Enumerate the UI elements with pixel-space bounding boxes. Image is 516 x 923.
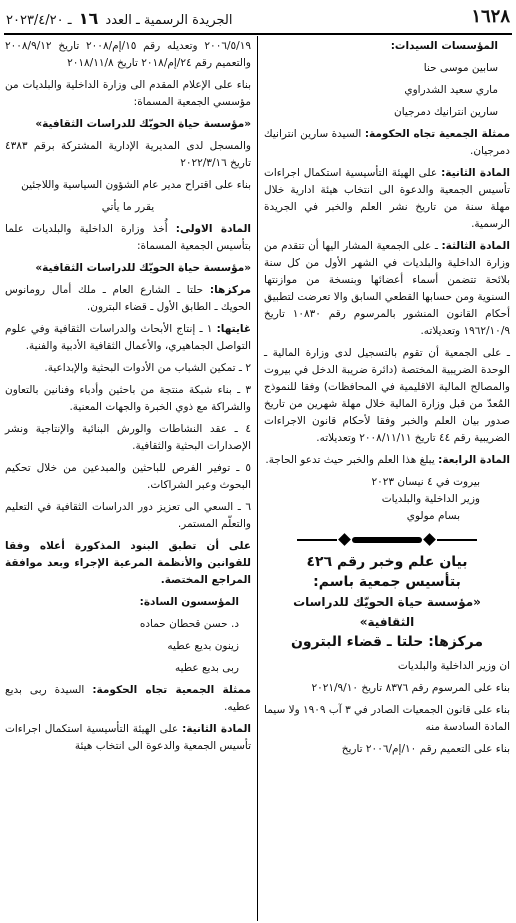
gov-representative [264, 126, 510, 160]
article-1 [5, 221, 251, 255]
notice-assoc-name: «مؤسسة حياة الحويّك للدراسات الثقافية» [293, 595, 481, 629]
gov-rep-text: السيدة سارين انترانيك دمرجيان. [264, 128, 510, 157]
goal-item [5, 321, 251, 355]
column-divider [257, 36, 258, 921]
decides-line: يقرر ما يأتي [101, 201, 155, 213]
proposal-line: بناء على اقتراح مدير عام الشؤون السياسية واللاجئين [21, 179, 251, 191]
founder-item: ربى بديع عطيه [174, 662, 239, 674]
decree-line: بناء على التعميم رقم ١٠/إم/٢٠٠٦ تاريخ [341, 743, 510, 755]
page-header [6, 4, 510, 32]
article-2 [264, 165, 510, 233]
gazette-info [6, 9, 233, 28]
gov-rep-label: ممثلة الجمعية تجاه الحكومة: [364, 128, 510, 140]
article-text: أُخذ وزارة الداخلية والبلديات علما بتأسيس الجمعية المسماة: [5, 223, 251, 252]
article-text: يبلغ هذا العلم والخبر حيث تدعو الحاجة. [265, 454, 435, 466]
goal-text: ١ ـ إنتاج الأبحاث والدراسات الثقافية وفي علوم التواصل الجماهيري، والأعمال الثقافية الأدبية والفنية. [5, 323, 251, 352]
hq-line [5, 282, 251, 316]
page-number: ١٦٢٨ [471, 6, 510, 27]
sign-name: بسام مولوي [406, 510, 460, 522]
gov-rep-text: السيدة ربى بديع عطيه. [5, 684, 251, 713]
signature-block [264, 474, 510, 525]
decree-line: بناء على المرسوم رقم ٨٣٧٦ تاريخ ٢٠٢١/٩/١٠ [311, 682, 510, 694]
goals-label: غايتها: [216, 323, 251, 335]
article-label: المادة الثانية: [441, 167, 510, 179]
left-column [5, 38, 251, 760]
continuation-text: بناء على الإعلام المقدم الى وزارة الداخلية والبلديات من مؤسسي الجمعية المسماة: [5, 79, 251, 108]
article-text: على الهيئة التأسيسية استكمال اجراءات تأسيس الجمعية والدعوة الى انتخاب هيئة ادارية خلال مهلة سنة من تاريخ نشر العلم والخبر في الجريدة الرسمية. [264, 167, 510, 230]
article-2 [5, 721, 251, 755]
founders-title: المؤسسات السيدات: [390, 40, 498, 52]
article-text: ـ على الجمعية المشار اليها أن تتقدم من وزارة الداخلية والبلديات في الشهر الأول من كل سنة بلائحة تتضمن أسماء أعضائها وبنسخة من موازنتها السنوية ومن حسابها القطعي السابق والا تعرضت لتطبيق أحكام القانون المنشور بالمرسوم رقم ١٠٨٣٠ تاريخ ١٩٦٢/١٠/٩ وتعديلاته. [264, 240, 511, 337]
sign-place-date: بيروت في ٤ نيسان ٢٠٢٣ [371, 476, 480, 488]
assoc-name: «مؤسسة حياة الحويّك للدراسات الثقافية» [35, 118, 251, 130]
assoc-name: «مؤسسة حياة الحويّك للدراسات الثقافية» [35, 262, 251, 274]
notice-subheading: بتأسيس جمعية باسم: [313, 574, 461, 590]
goal-item: ٥ ـ توفير الفرص للباحثين والمبدعين من خلال تحكيم البحوث وعبر الشراكات. [5, 462, 251, 491]
founder-item: ماري سعيد الشدراوي [404, 84, 498, 96]
header-rule [4, 33, 512, 35]
gazette-title: الجريدة الرسمية ـ العدد [105, 13, 233, 28]
founders-title: المؤسسون السادة: [139, 596, 239, 608]
minister-line: ان وزير الداخلية والبلديات [397, 660, 510, 672]
hq-label: مركزها: [209, 284, 251, 296]
section-ornament [264, 535, 510, 544]
goal-item: ٦ ـ السعي الى تعزيز دور الدراسات الثقافية في التعليم والتعلّم المستمر. [5, 501, 251, 530]
issue-number: ١٦ [78, 9, 99, 28]
registration-line: والمسجل لدى المديرية الإدارية المشتركة برقم ٤٣٨٣ تاريخ ٢٠٢٢/٣/١٦ [5, 140, 251, 169]
founder-item: زينون بديع عطيه [167, 640, 239, 652]
notice-hq: مركزها: حلتا ـ قضاء البترون [290, 634, 484, 650]
founder-item: سارين انترانيك دمرجيان [394, 106, 498, 118]
article-3-tax: ـ على الجمعية أن تقوم بالتسجيل لدى وزارة المالية ـ الوحدة الضريبية المختصة (دائرة ضريبة الدخل في بيروت والمصالح المالية الاقليمية في المحافظات) وفقا للنموذج المُعدّ من قبل وزارة المالية خلال مهلة شهرين من تاريخ صدور بيان العلم والخبر وفقا لأحكام قانون الاجراءات الضريبية رقم ٤٤ تاريخ ٢٠٠٨/١١/١١ وتعديلاته. [264, 347, 510, 444]
decree-line: بناء على قانون الجمعيات الصادر في ٣ آب ١٩٠٩ ولا سيما المادة السادسة منه [264, 704, 510, 733]
article-label: المادة الاولى: [175, 223, 251, 235]
goal-item: ٣ ـ بناء شبكة منتجة من باحثين وأدباء وفنانين بالتعاون والشراكة مع ذوي الخبرة والجهات المعنية. [5, 384, 251, 413]
article-text: على الهيئة التأسيسية استكمال اجراءات تأسيس الجمعية والدعوة الى انتخاب هيئة [5, 723, 251, 752]
sign-title: وزير الداخلية والبلديات [381, 493, 480, 505]
goal-item: ٤ ـ عقد النشاطات والورش البنائية والإنتاجية ونشر الإصدارات البحثية والثقافية. [5, 423, 251, 452]
apply-clause: على أن تطبق البنود المذكورة أعلاه وفقا للقوانين والأنظمة المرعية الإجراء وبعد موافقة المراجع المختصة. [5, 540, 251, 586]
notice-heading: بيان علم وخبر رقم ٤٢٦ [306, 554, 468, 570]
gov-rep-label: ممثلة الجمعية تجاه الحكومة: [92, 684, 251, 696]
founder-item: سابين موسى حنا [423, 62, 498, 74]
goal-item: ٢ ـ تمكين الشباب من الأدوات البحثية والإبداعية. [44, 362, 251, 374]
issue-date: ـ ٢٠٢٣/٤/٢٠ [6, 13, 72, 28]
hq-text: حلتا ـ الشارع العام ـ ملك أمال رومانوس الحويك ـ الطابق الأول ـ قضاء البترون. [5, 284, 251, 313]
founder-item: د. حسن قحطان حماده [139, 618, 239, 630]
article-3 [264, 238, 510, 340]
article-4 [264, 452, 510, 469]
article-label: المادة الثالثة: [441, 240, 510, 252]
article-label: المادة الثانية: [182, 723, 251, 735]
gov-representative [5, 682, 251, 716]
right-column [264, 38, 510, 763]
continuation-text: ٢٠٠٦/٥/١٩ وتعديله رقم ١٥/إم/٢٠٠٨ تاريخ ٢٠٠٨/٩/١٢ والتعميم رقم ٢٤/إم/٢٠١٨ تاريخ ٢٠١٨/١١/٨ [5, 40, 251, 69]
article-label: المادة الرابعة: [438, 454, 510, 466]
